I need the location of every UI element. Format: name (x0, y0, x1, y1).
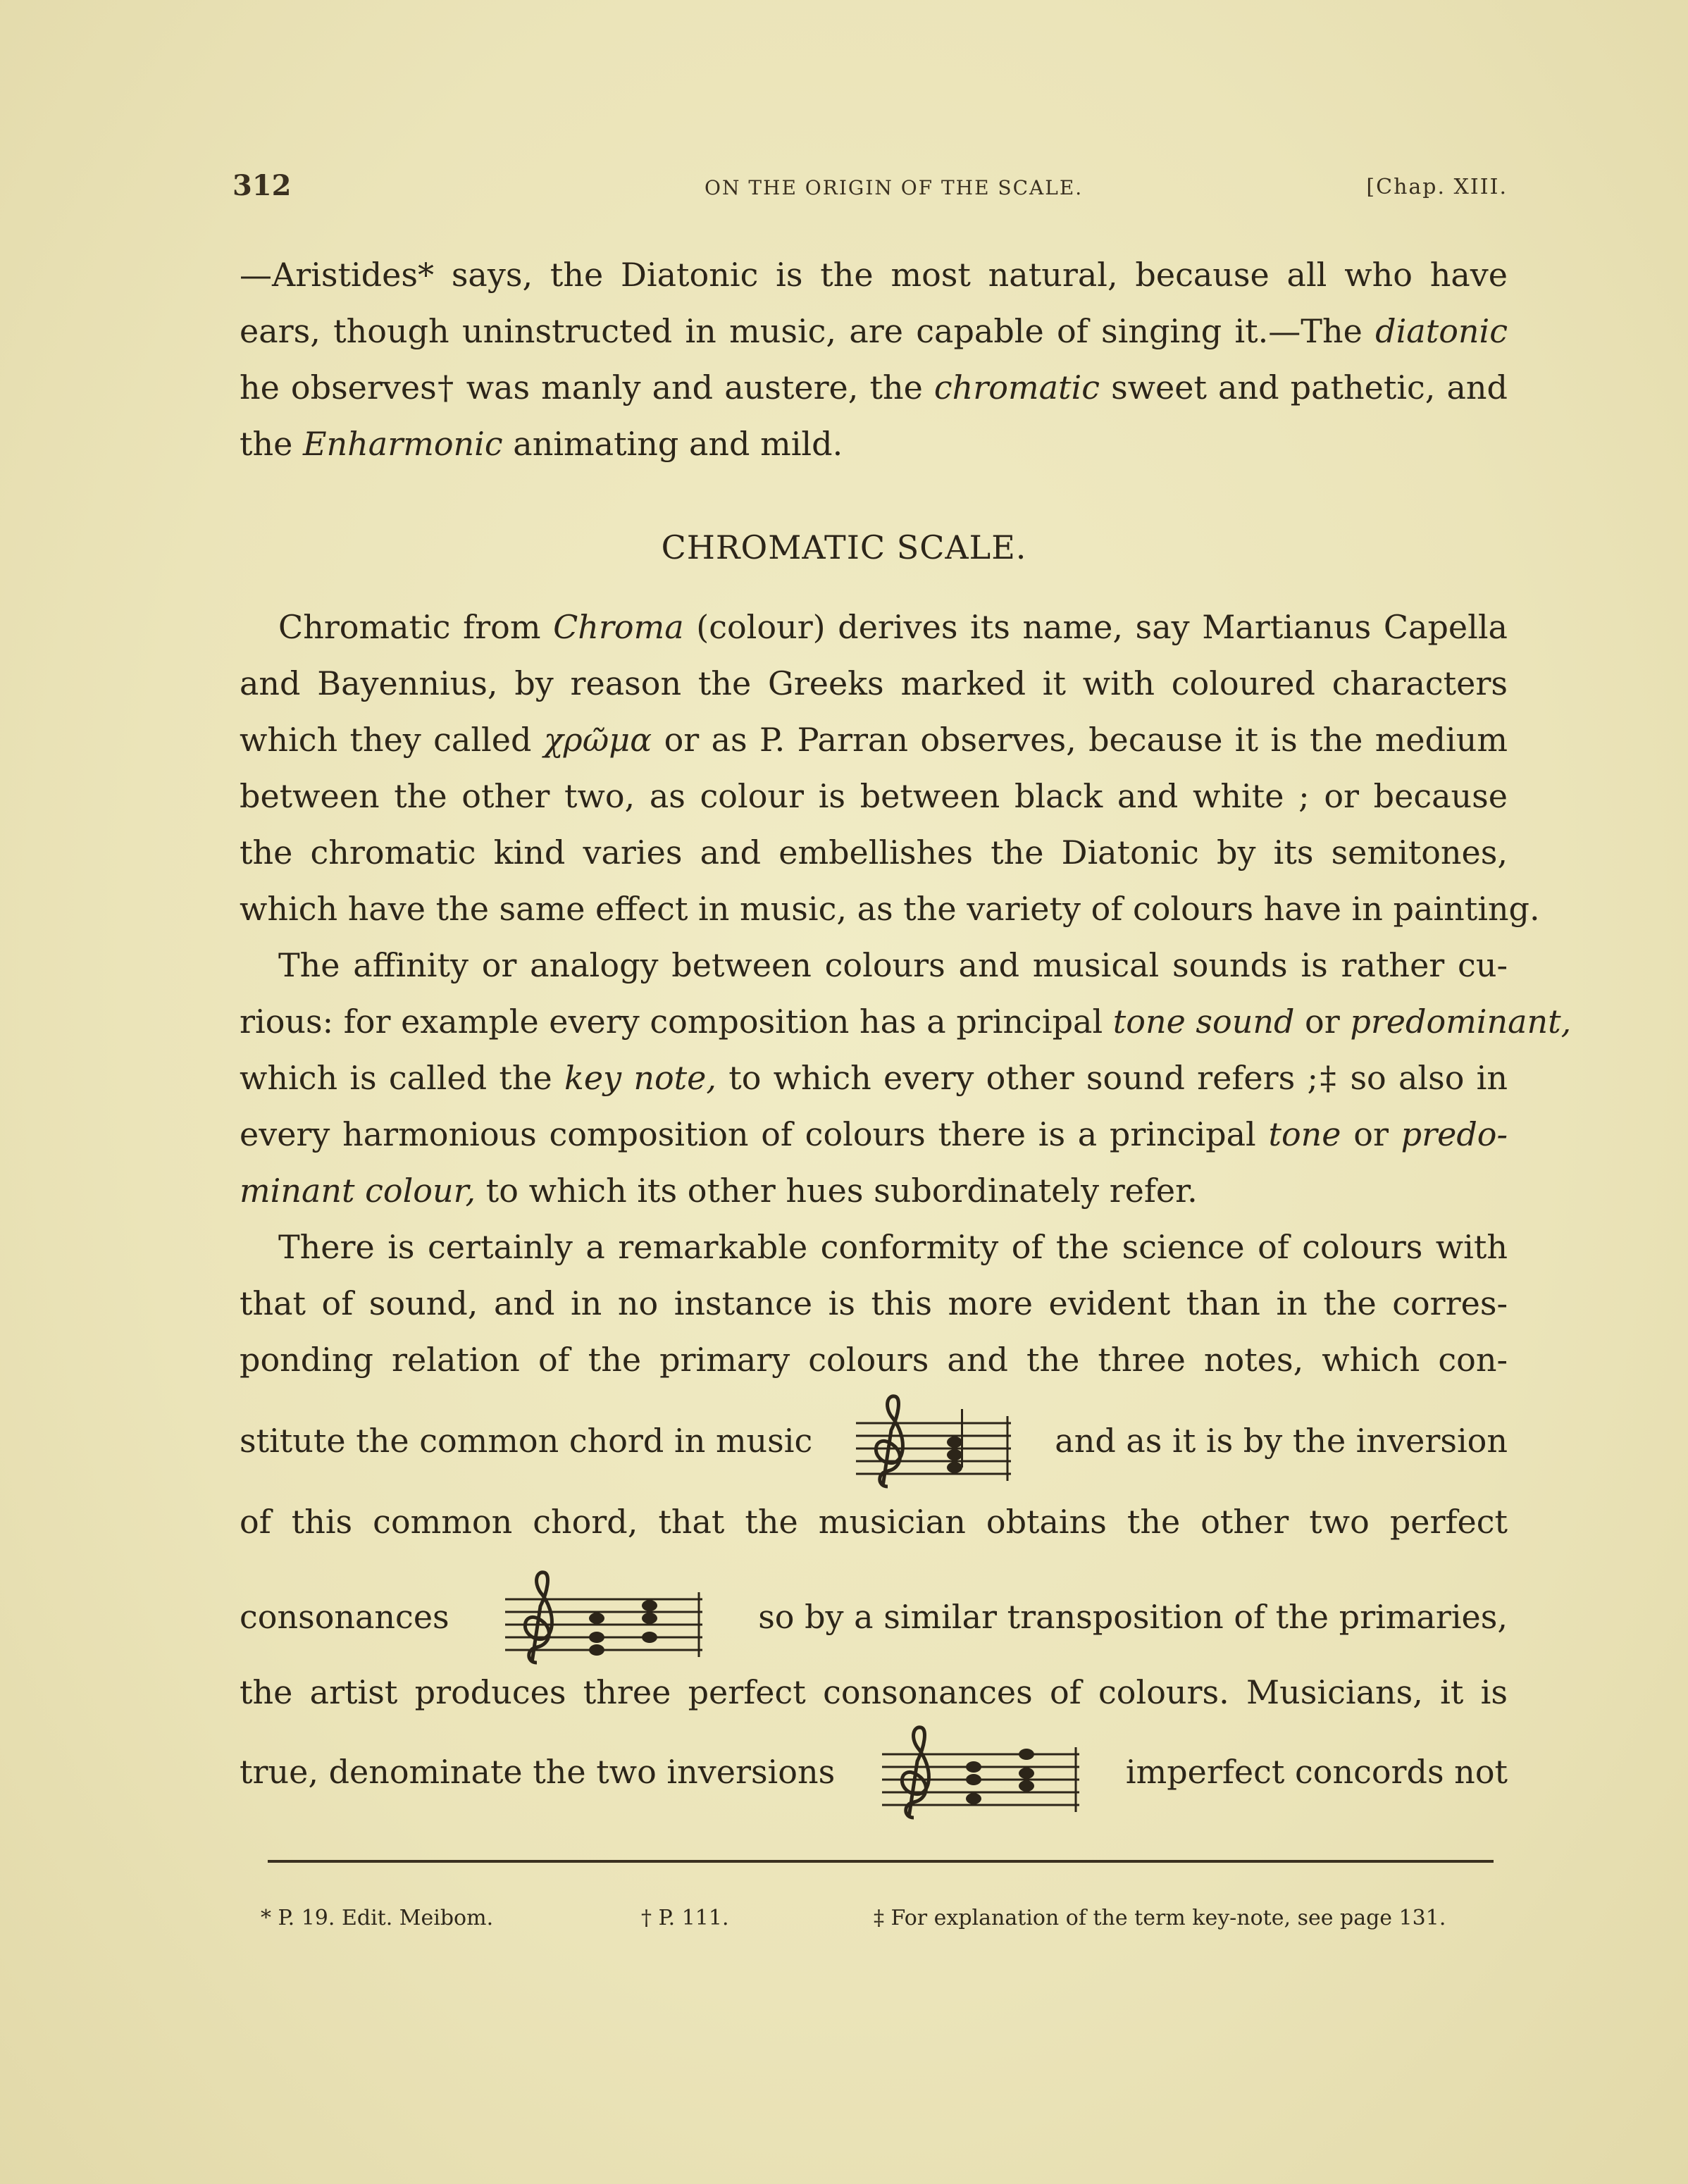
text-segment: consonances (240, 1598, 449, 1636)
text-line: between the other two, as colour is between black and white ; or because (240, 777, 1508, 815)
text-line: the artist produces three perfect consonances of colours. Musicians, it is (240, 1673, 1508, 1711)
text-line: the Enharmonic animating and mild. (240, 425, 843, 463)
footnote-3: ‡ For explanation of the term key-note, see page 131. (874, 1906, 1446, 1930)
treble-clef-staff-icon (498, 1564, 709, 1670)
text-line: Chromatic from Chroma (colour) derives its name, say Martianus Capella (278, 608, 1508, 646)
text-segment: true, denominate the two inversions (240, 1753, 836, 1791)
text-line: The affinity or analogy between colours and musical sounds is rather cu- (278, 946, 1508, 984)
text-line: every harmonious composition of colours there is a principal tone or predo- (240, 1115, 1508, 1153)
text-line: he observes† was manly and austere, the chromatic sweet and pathetic, and (240, 368, 1508, 407)
text-segment: and as it is by the inversion (1055, 1422, 1508, 1460)
text-line: and Bayennius, by reason the Greeks marked it with coloured characters (240, 664, 1508, 702)
text-line: There is certainly a remarkable conformity of the science of colours with (278, 1228, 1508, 1266)
text-line: ponding relation of the primary colours and the three notes, which con- (240, 1341, 1508, 1379)
text-line: which is called the key note, to which every other sound refers ;‡ so also in (240, 1059, 1508, 1097)
footnote-2: † P. 111. (641, 1906, 729, 1930)
footnotes (261, 1906, 1508, 1941)
text-segment: imperfect concords not (1125, 1753, 1508, 1791)
text-segment: stitute the common chord in music (240, 1422, 813, 1460)
text-line: which have the same effect in music, as the variety of colours have in painting. (240, 890, 1540, 928)
text-line: the chromatic kind varies and embellishes the Diatonic by its semitones, (240, 833, 1508, 871)
footnote-divider (268, 1860, 1494, 1863)
text-line: of this common chord, that the musician obtains the other two perfect (240, 1503, 1508, 1541)
treble-clef-staff-icon (849, 1388, 1018, 1494)
text-line-with-notation (240, 1564, 1508, 1670)
text-line: —Aristides* says, the Diatonic is the most natural, because all who have (240, 256, 1508, 294)
text-line-with-notation (240, 1719, 1508, 1825)
page-number: 312 (232, 169, 292, 202)
treble-clef-staff-icon (875, 1719, 1086, 1825)
page-header (232, 169, 1508, 211)
text-line: minant colour, to which its other hues subordinately refer. (240, 1172, 1198, 1210)
text-line: ears, though uninstructed in music, are capable of singing it.—The diatonic (240, 312, 1508, 350)
running-title: ON THE ORIGIN OF THE SCALE. (705, 176, 1084, 199)
text-line: which they called χρῶμα or as P. Parran observes, because it is the medium (240, 721, 1508, 759)
text-line: rious: for example every composition has a principal tone sound or predominant, (240, 1003, 1572, 1041)
text-segment: so by a similar transposition of the primaries, (758, 1598, 1508, 1636)
text-line: that of sound, and in no instance is this more evident than in the corres- (240, 1284, 1508, 1322)
text-line-with-notation (240, 1388, 1508, 1494)
section-heading: CHROMATIC SCALE. (661, 528, 1027, 566)
footnote-1: * P. 19. Edit. Meibom. (261, 1906, 494, 1930)
chapter-label: [Chap. XIII. (1366, 175, 1508, 199)
